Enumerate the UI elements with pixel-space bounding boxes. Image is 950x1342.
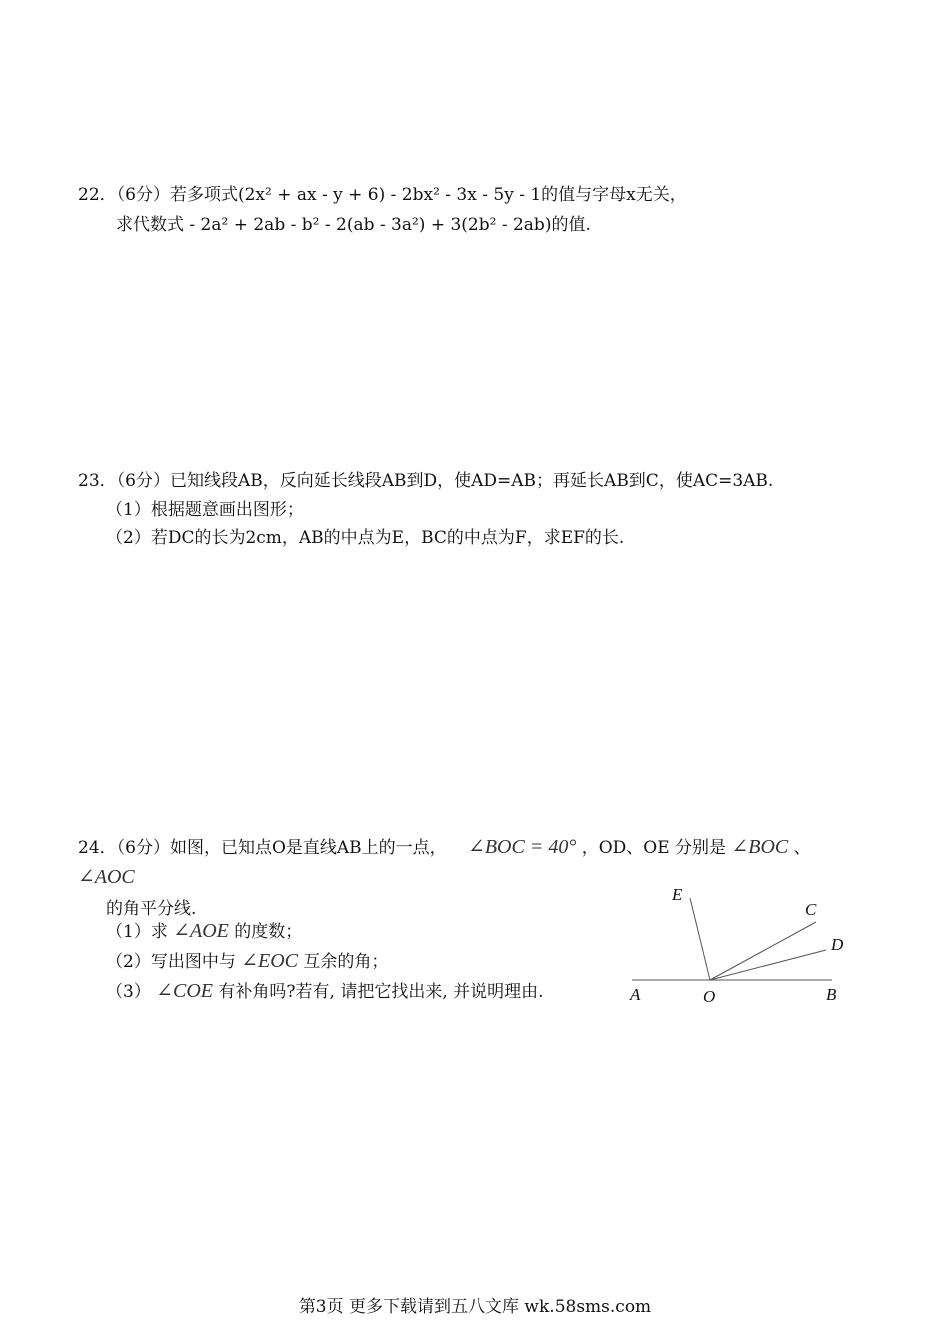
q23-part-1: （1）根据题意画出图形； xyxy=(106,500,304,520)
angle-aoe: ∠AOE xyxy=(173,920,229,942)
q22-line-1: 22．（6分）若多项式(2x² + ax - y + 6) - 2bx² - 3x - 5y - 1的值与字母x无关， xyxy=(78,185,687,205)
q24-part-3 xyxy=(106,980,544,1003)
label-c: C xyxy=(805,900,817,919)
label-e: E xyxy=(672,885,683,904)
q24-line-1 xyxy=(78,836,811,859)
separator: 、 xyxy=(793,838,811,858)
q24-p3-prefix: （3） xyxy=(106,982,151,1002)
angle-aoc: ∠AOC xyxy=(78,866,135,888)
q24-p1-suffix: 的度数； xyxy=(234,922,303,942)
q24-p1-prefix: （1）求 xyxy=(106,922,168,942)
geometry-figure xyxy=(620,880,860,1002)
q22-line-2: 求代数式 - 2a² + 2ab - b² - 2(ab - 3a²) + 3(2b² - 2ab)的值. xyxy=(116,215,591,235)
angle-boc-40: ∠BOC = 40° xyxy=(468,836,577,858)
label-b: B xyxy=(826,985,837,1002)
ray-od xyxy=(710,950,826,980)
q24-line-2 xyxy=(78,866,135,889)
label-o: O xyxy=(703,987,716,1002)
q24-p2-suffix: 互余的角； xyxy=(303,952,389,972)
ray-oe xyxy=(690,898,710,980)
label-a: A xyxy=(630,985,641,1002)
q24-bisectors-text: ，OD、OE 分别是 xyxy=(581,838,727,858)
angle-coe: ∠COE xyxy=(156,980,213,1002)
page-footer: 第3页 更多下载请到五八文库 wk.58sms.com xyxy=(298,1297,652,1317)
q24-line-3: 的角平分线. xyxy=(106,899,197,919)
q24-intro: 24．（6分）如图，已知点O是直线AB上的一点， xyxy=(78,838,447,858)
ray-oc xyxy=(710,922,816,980)
q24-part-1 xyxy=(106,920,302,943)
q24-p2-prefix: （2）写出图中与 xyxy=(106,952,236,972)
q23-line-1: 23．（6分）已知线段AB，反向延长线段AB到D，使AD=AB；再延长AB到C，使AC=3AB. xyxy=(78,471,774,491)
q23-part-2: （2）若DC的长为2cm，AB的中点为E，BC的中点为F，求EF的长. xyxy=(106,528,625,548)
label-d: D xyxy=(831,935,844,954)
angle-boc: ∠BOC xyxy=(731,836,789,858)
q24-part-2 xyxy=(106,950,388,973)
q24-p3-suffix: 有补角吗?若有, 请把它找出来, 并说明理由. xyxy=(218,982,544,1002)
angle-eoc: ∠EOC xyxy=(241,950,298,972)
